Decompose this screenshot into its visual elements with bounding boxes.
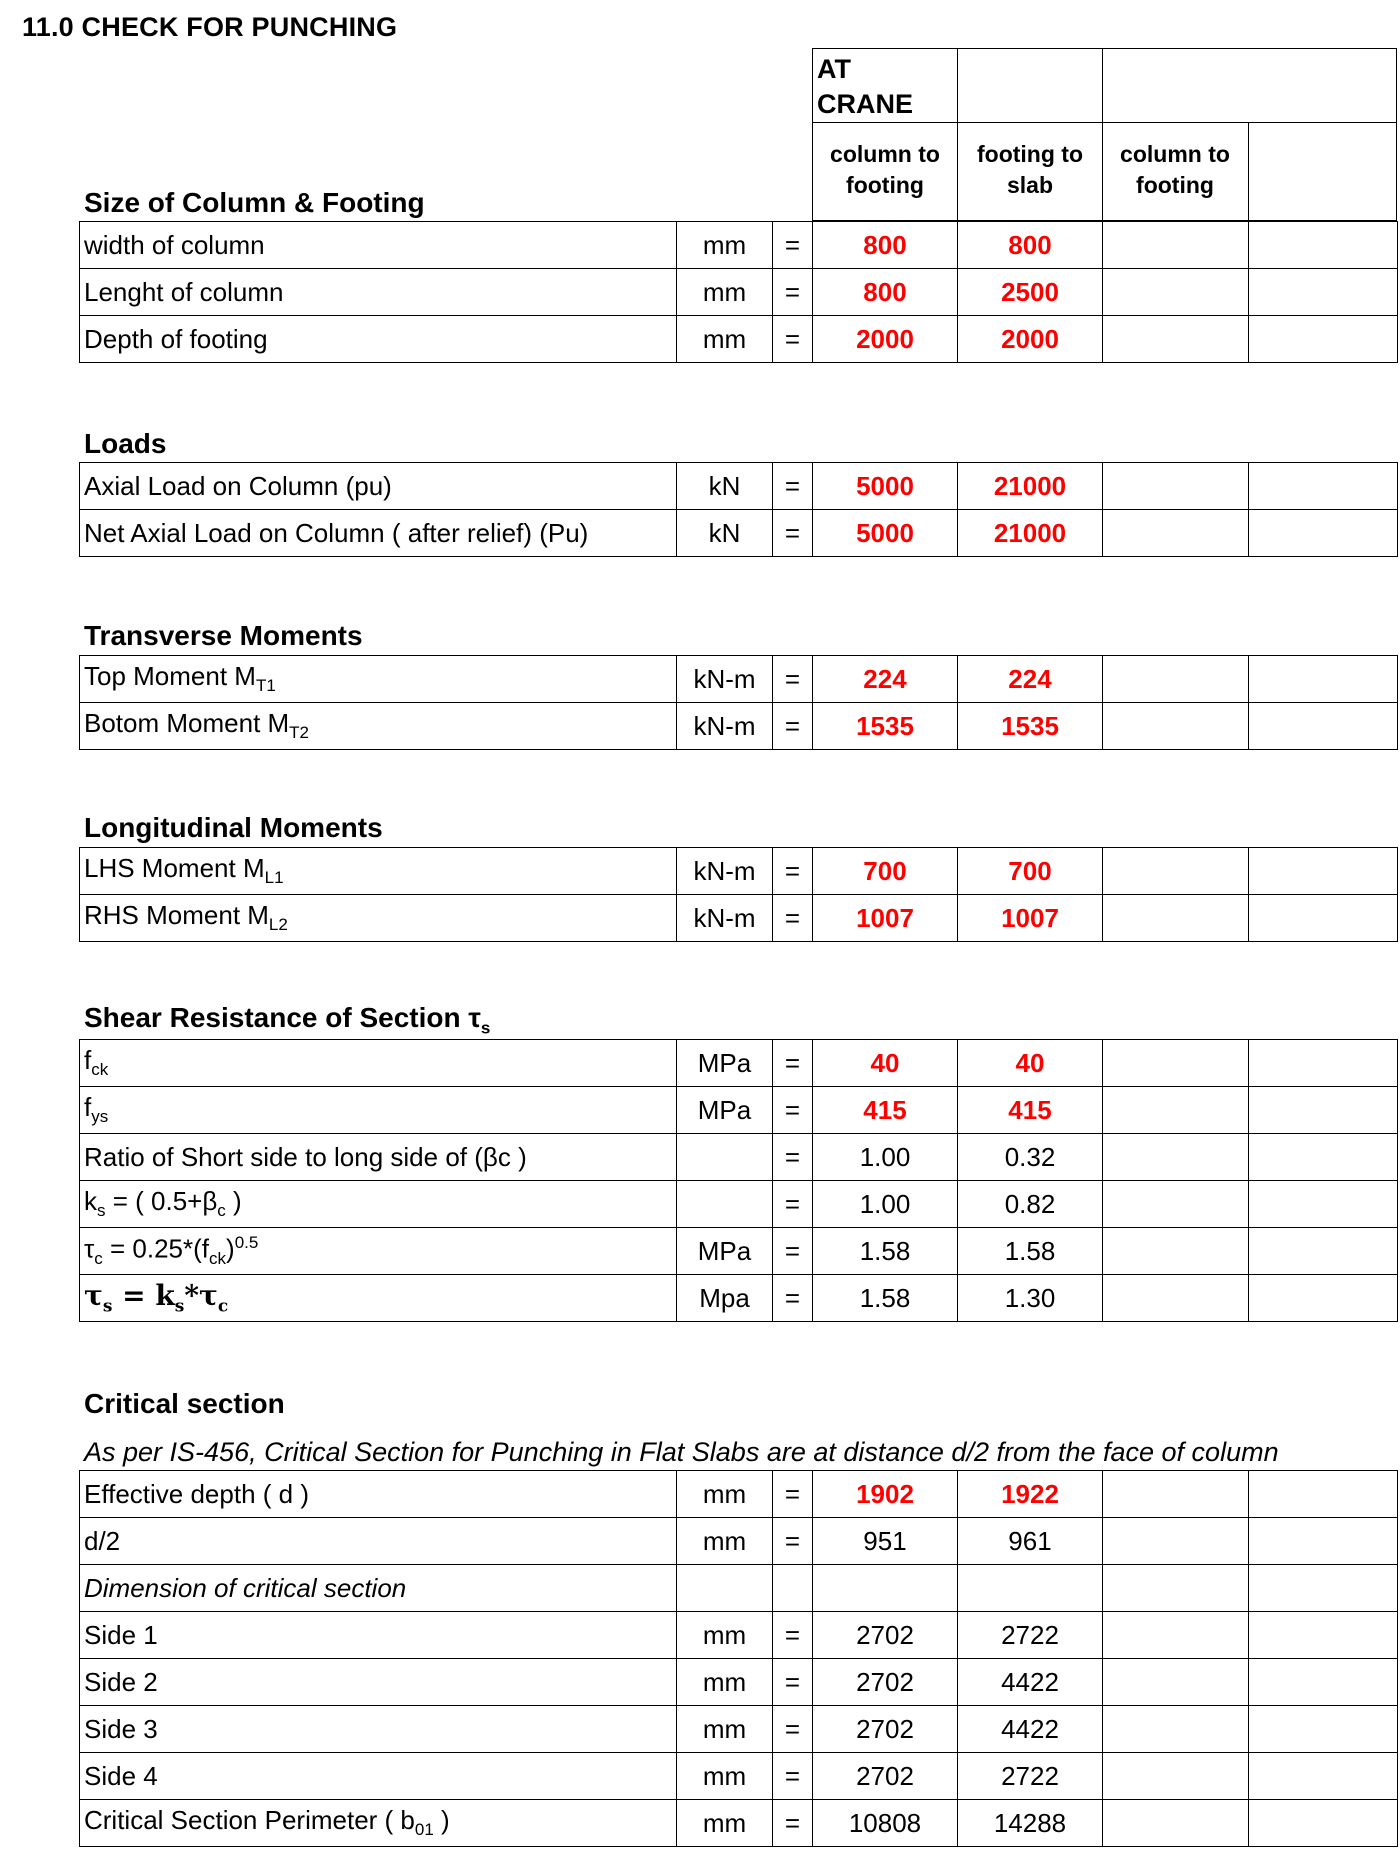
row-unit: mm	[677, 1612, 773, 1659]
row-equals: =	[773, 656, 813, 703]
table-row	[80, 1659, 1398, 1706]
section-heading-loads: Loads	[84, 428, 167, 459]
row-equals: =	[773, 222, 813, 269]
table-row	[80, 1275, 1398, 1322]
row-equals: =	[773, 703, 813, 750]
row-value-4	[1249, 1228, 1398, 1275]
row-value-3	[1103, 656, 1249, 703]
row-label: Side 3	[80, 1706, 677, 1753]
row-value-4	[1249, 1471, 1398, 1518]
table-critical	[79, 1470, 1398, 1847]
row-label: $f_{ys}$	[80, 1087, 677, 1134]
row-value-2: 2722	[958, 1612, 1103, 1659]
row-value-2: 1922	[958, 1471, 1103, 1518]
row-label: RHS Moment $M_{L2}$	[80, 895, 677, 942]
row-value-1: 224	[813, 656, 958, 703]
row-value-1: 2702	[813, 1612, 958, 1659]
row-unit: mm	[677, 1753, 773, 1800]
col-header-1: column to footing	[830, 141, 940, 198]
section-heading-size: Size of Column & Footing	[84, 187, 425, 218]
col-header-2: footing to slab	[976, 141, 1083, 198]
row-value-1: 1535	[813, 703, 958, 750]
row-value-1: 1.00	[813, 1181, 958, 1228]
table-row	[80, 1134, 1398, 1181]
row-value-4	[1249, 895, 1398, 942]
row-value-2: 21000	[958, 510, 1103, 557]
row-value-2: 14288	[958, 1800, 1103, 1847]
table-row	[80, 222, 1398, 269]
header-empty-cell-1	[957, 48, 1103, 123]
col-header-3: column to footing	[1120, 141, 1230, 198]
row-value-3	[1103, 895, 1249, 942]
row-value-1: 2702	[813, 1659, 958, 1706]
row-value-3	[1103, 1800, 1249, 1847]
row-value-1: 1.58	[813, 1275, 958, 1322]
row-unit: kN	[677, 510, 773, 557]
table-transverse	[79, 655, 1398, 750]
row-value-4	[1249, 1565, 1398, 1612]
row-equals: =	[773, 1612, 813, 1659]
row-label: Side 1	[80, 1612, 677, 1659]
row-unit: kN-m	[677, 656, 773, 703]
row-label: Side 2	[80, 1659, 677, 1706]
row-equals: =	[773, 1181, 813, 1228]
row-value-1: 5000	[813, 510, 958, 557]
row-equals: =	[773, 463, 813, 510]
row-unit: MPa	[677, 1087, 773, 1134]
row-value-3	[1103, 1518, 1249, 1565]
row-unit	[677, 1181, 773, 1228]
row-value-3	[1103, 1565, 1249, 1612]
row-value-4	[1249, 1087, 1398, 1134]
row-label: Effective depth ( d )	[80, 1471, 677, 1518]
row-unit: mm	[677, 316, 773, 363]
critical-section-note: As per IS-456, Critical Section for Punching in Flat Slabs are at distance d/2 from the face of column	[84, 1437, 1279, 1467]
row-value-2: 1.58	[958, 1228, 1103, 1275]
row-equals	[773, 1565, 813, 1612]
row-value-1: 800	[813, 269, 958, 316]
table-row	[80, 510, 1398, 557]
row-label: d/2	[80, 1518, 677, 1565]
row-value-3	[1103, 1659, 1249, 1706]
row-value-3	[1103, 1753, 1249, 1800]
row-value-3	[1103, 1134, 1249, 1181]
row-label: Axial Load on Column (pu)	[80, 463, 677, 510]
row-value-3	[1103, 1471, 1249, 1518]
row-value-1: 40	[813, 1040, 958, 1087]
row-value-2: 40	[958, 1040, 1103, 1087]
row-value-2	[958, 1565, 1103, 1612]
row-unit	[677, 1565, 773, 1612]
row-equals: =	[773, 1706, 813, 1753]
row-value-2: 2722	[958, 1753, 1103, 1800]
row-value-2: 0.32	[958, 1134, 1103, 1181]
row-value-4	[1249, 510, 1398, 557]
row-equals: =	[773, 848, 813, 895]
header-empty-cell-2	[1102, 48, 1397, 123]
row-label: $f_{ck}$	[80, 1040, 677, 1087]
row-equals: =	[773, 1275, 813, 1322]
row-equals: =	[773, 1471, 813, 1518]
row-label: Critical Section Perimeter ( $b_{01}$ )	[80, 1800, 677, 1847]
row-value-3	[1103, 269, 1249, 316]
row-value-1: 415	[813, 1087, 958, 1134]
row-label: LHS Moment $M_{L1}$	[80, 848, 677, 895]
row-label: $k_s$ = ( $0.5+\beta_c$ )	[80, 1181, 677, 1228]
row-unit: mm	[677, 1706, 773, 1753]
row-unit: mm	[677, 1471, 773, 1518]
header-at-crane-label: AT CRANE	[817, 54, 914, 119]
table-loads	[79, 462, 1398, 557]
row-label: Lenght of column	[80, 269, 677, 316]
row-label: width of column	[80, 222, 677, 269]
row-equals: =	[773, 1753, 813, 1800]
row-value-2: 2000	[958, 316, 1103, 363]
page-title: 11.0 CHECK FOR PUNCHING	[22, 12, 398, 42]
row-value-4	[1249, 1800, 1398, 1847]
table-row	[80, 895, 1398, 942]
row-value-1: 5000	[813, 463, 958, 510]
row-value-4	[1249, 463, 1398, 510]
row-value-4	[1249, 1181, 1398, 1228]
row-unit: mm	[677, 1518, 773, 1565]
section-heading-longitudinal: Longitudinal Moments	[84, 812, 383, 843]
row-label: Top Moment $M_{T1}$	[80, 656, 677, 703]
row-label: Net Axial Load on Column ( after relief) (Pu)	[80, 510, 677, 557]
row-equals: =	[773, 1659, 813, 1706]
row-equals: =	[773, 1087, 813, 1134]
row-equals: =	[773, 1040, 813, 1087]
row-value-4	[1249, 1518, 1398, 1565]
row-value-4	[1249, 703, 1398, 750]
row-value-2: 1007	[958, 895, 1103, 942]
row-equals: =	[773, 269, 813, 316]
row-value-3	[1103, 848, 1249, 895]
row-value-1: 800	[813, 222, 958, 269]
row-value-4	[1249, 222, 1398, 269]
table-shear	[79, 1039, 1398, 1322]
row-value-4	[1249, 316, 1398, 363]
row-equals: =	[773, 1134, 813, 1181]
row-value-4	[1249, 1040, 1398, 1087]
row-label: $\tau_c = 0.25*(f_{ck})^{0.5}$	[80, 1228, 677, 1275]
row-value-3	[1103, 1040, 1249, 1087]
table-row	[80, 463, 1398, 510]
row-value-1: 2702	[813, 1706, 958, 1753]
row-value-2: 0.82	[958, 1181, 1103, 1228]
row-label: Botom Moment $M_{T2}$	[80, 703, 677, 750]
table-row	[80, 1471, 1398, 1518]
row-value-3	[1103, 510, 1249, 557]
row-value-1	[813, 1565, 958, 1612]
row-value-4	[1249, 1134, 1398, 1181]
row-value-3	[1103, 1612, 1249, 1659]
row-value-4	[1249, 1753, 1398, 1800]
row-unit: kN-m	[677, 895, 773, 942]
table-row	[80, 1087, 1398, 1134]
row-value-2: 800	[958, 222, 1103, 269]
row-value-3	[1103, 316, 1249, 363]
row-equals: =	[773, 1800, 813, 1847]
row-value-2: 961	[958, 1518, 1103, 1565]
row-value-1: 2702	[813, 1753, 958, 1800]
table-row	[80, 1518, 1398, 1565]
row-value-2: 21000	[958, 463, 1103, 510]
row-unit: MPa	[677, 1040, 773, 1087]
table-row	[80, 1228, 1398, 1275]
row-value-3	[1103, 1275, 1249, 1322]
row-unit: Mpa	[677, 1275, 773, 1322]
row-unit: kN	[677, 463, 773, 510]
row-value-4	[1249, 269, 1398, 316]
table-row	[80, 269, 1398, 316]
row-value-4	[1249, 1706, 1398, 1753]
row-label: Depth of footing	[80, 316, 677, 363]
table-row	[80, 1753, 1398, 1800]
row-label: Side 4	[80, 1753, 677, 1800]
row-value-1: 700	[813, 848, 958, 895]
section-heading-critical: Critical section	[84, 1388, 285, 1419]
row-label: $\tau_s = k_s*\tau_c$	[80, 1275, 677, 1322]
table-row	[80, 1800, 1398, 1847]
section-heading-transverse: Transverse Moments	[84, 620, 363, 651]
table-row	[80, 1612, 1398, 1659]
row-unit: mm	[677, 1800, 773, 1847]
row-value-2: 2500	[958, 269, 1103, 316]
table-row	[80, 703, 1398, 750]
row-unit: kN-m	[677, 703, 773, 750]
row-value-3	[1103, 222, 1249, 269]
table-row	[80, 1040, 1398, 1087]
table-row	[80, 1565, 1398, 1612]
row-value-2: 224	[958, 656, 1103, 703]
row-value-1: 2000	[813, 316, 958, 363]
row-value-1: 1902	[813, 1471, 958, 1518]
row-unit: MPa	[677, 1228, 773, 1275]
row-value-3	[1103, 1181, 1249, 1228]
row-value-3	[1103, 1087, 1249, 1134]
row-label: Dimension of critical section	[80, 1565, 677, 1612]
table-row	[80, 656, 1398, 703]
row-value-4	[1249, 1659, 1398, 1706]
row-equals: =	[773, 1228, 813, 1275]
table-row	[80, 1181, 1398, 1228]
row-label: Ratio of Short side to long side of (βc )	[80, 1134, 677, 1181]
row-equals: =	[773, 510, 813, 557]
row-value-1: 1007	[813, 895, 958, 942]
row-unit: mm	[677, 1659, 773, 1706]
row-value-3	[1103, 463, 1249, 510]
row-unit: kN-m	[677, 848, 773, 895]
section-heading-shear: Shear Resistance of Section $\tau_s$	[84, 1002, 491, 1038]
row-value-4	[1249, 1275, 1398, 1322]
row-value-2: 700	[958, 848, 1103, 895]
row-unit	[677, 1134, 773, 1181]
table-row	[80, 848, 1398, 895]
row-value-1: 1.58	[813, 1228, 958, 1275]
row-value-2: 1535	[958, 703, 1103, 750]
row-value-2: 415	[958, 1087, 1103, 1134]
row-value-4	[1249, 656, 1398, 703]
row-equals: =	[773, 895, 813, 942]
row-value-1: 951	[813, 1518, 958, 1565]
row-unit: mm	[677, 222, 773, 269]
row-value-4	[1249, 1612, 1398, 1659]
row-value-2: 4422	[958, 1659, 1103, 1706]
table-row	[80, 316, 1398, 363]
row-unit: mm	[677, 269, 773, 316]
row-value-2: 1.30	[958, 1275, 1103, 1322]
header-col-divider-3	[1248, 122, 1249, 221]
row-value-3	[1103, 1228, 1249, 1275]
row-value-3	[1103, 703, 1249, 750]
row-equals: =	[773, 1518, 813, 1565]
row-value-2: 4422	[958, 1706, 1103, 1753]
row-equals: =	[773, 316, 813, 363]
row-value-1: 1.00	[813, 1134, 958, 1181]
table-size	[79, 221, 1398, 363]
table-longitudinal	[79, 847, 1398, 942]
row-value-4	[1249, 848, 1398, 895]
row-value-1: 10808	[813, 1800, 958, 1847]
table-row	[80, 1706, 1398, 1753]
row-value-3	[1103, 1706, 1249, 1753]
